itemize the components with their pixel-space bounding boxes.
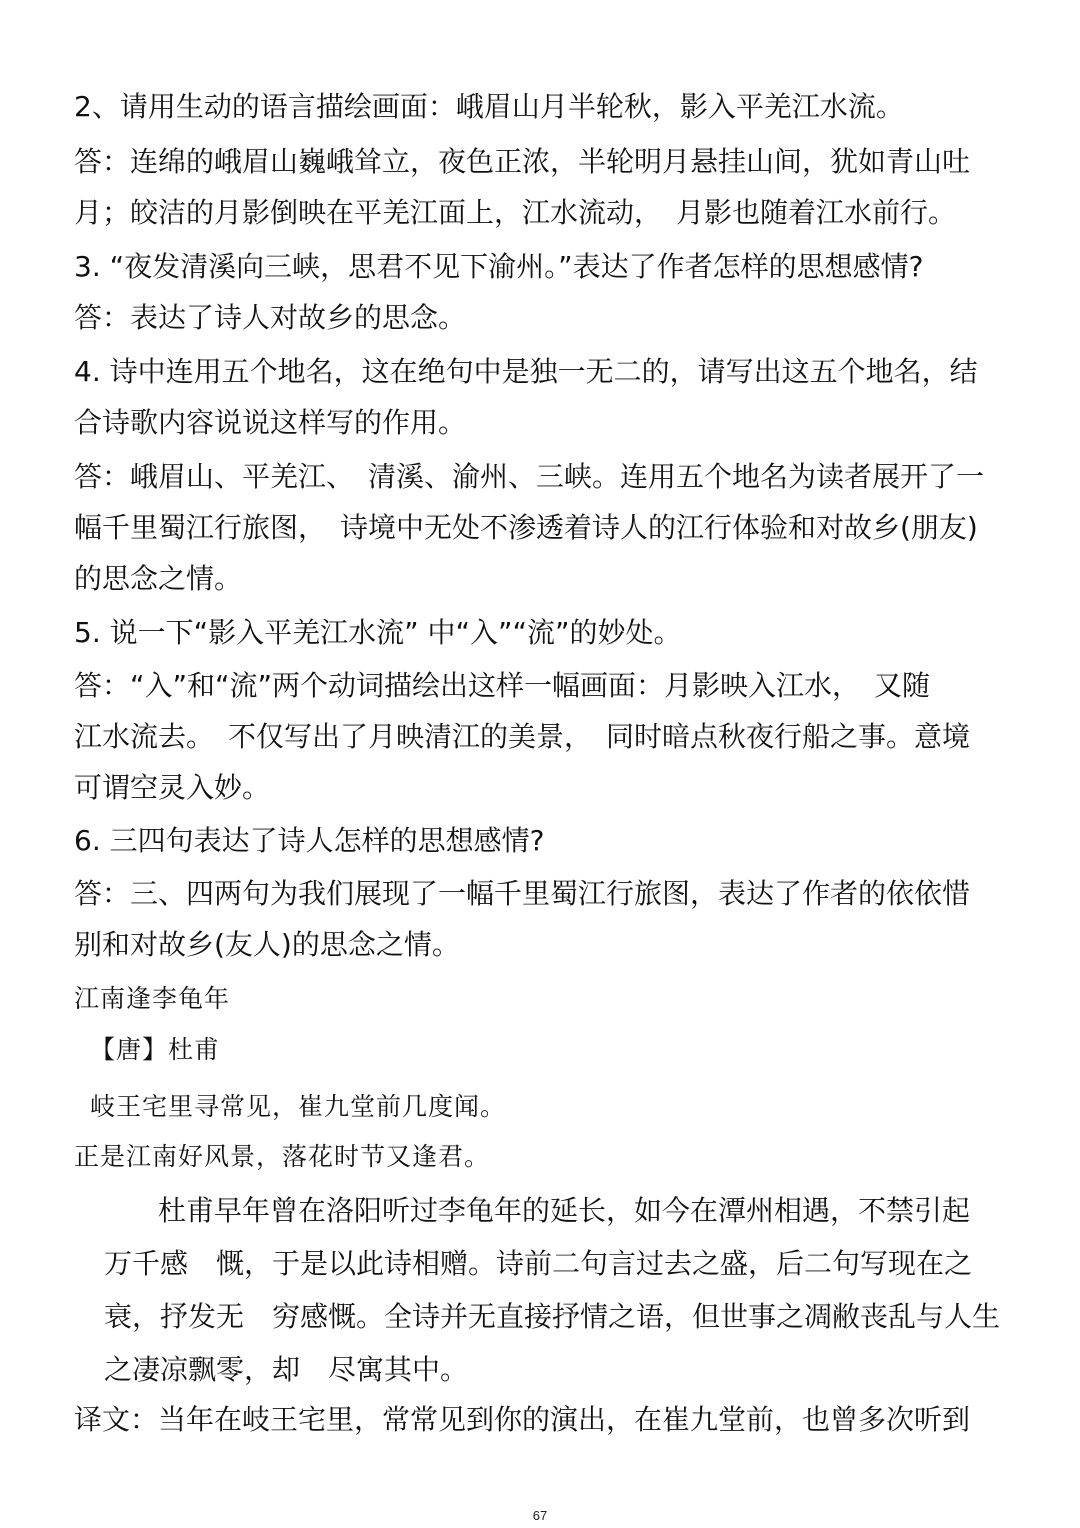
answer-2-line-1: 答：连绵的峨眉山巍峨耸立，夜色正浓，半轮明月悬挂山间，犹如青山吐 bbox=[74, 145, 971, 178]
poem-author: 【唐】杜甫 bbox=[90, 1035, 221, 1064]
commentary-line-3: 衰，抒发无 穷感慨。全诗并无直接抒情之语，但世事之凋敝丧乱与人生 bbox=[104, 1300, 1001, 1333]
question-6-text: 6. 三四句表达了诗人怎样的思想感情? bbox=[74, 824, 545, 857]
answer-3 bbox=[74, 292, 1014, 343]
answer-4-line-3: 的思念之情。 bbox=[74, 562, 243, 595]
answer-2 bbox=[74, 136, 1014, 238]
question-2-text: 2、请用生动的语言描绘画面：峨眉山月半轮秋，影入平羌江水流。 bbox=[74, 90, 904, 123]
poem-title: 江南逢李龟年 bbox=[74, 984, 231, 1013]
answer-6-line-1: 答：三、四两句为我们展现了一幅千里蜀江行旅图，表达了作者的依依惜 bbox=[74, 877, 971, 910]
answer-5-line-3: 可谓空灵入妙。 bbox=[74, 771, 271, 804]
translation bbox=[74, 1394, 1014, 1445]
question-5 bbox=[74, 607, 1014, 658]
answer-6 bbox=[74, 868, 1014, 970]
poem-line-2: 正是江南好风景，落花时节又逢君。 bbox=[74, 1142, 491, 1171]
poem-line-1: 岐王宅里寻常见，崔九堂前几度闻。 bbox=[90, 1092, 507, 1121]
answer-2-line-2: 月；皎洁的月影倒映在平羌江面上，江水流动， 月影也随着江水前行。 bbox=[74, 196, 957, 229]
answer-5 bbox=[74, 660, 1014, 813]
commentary-line-2: 万千感 慨，于是以此诗相赠。诗前二句言过去之盛，后二句写现在之 bbox=[104, 1247, 973, 1280]
poem-commentary bbox=[104, 1184, 1014, 1396]
question-4 bbox=[74, 346, 1014, 448]
commentary-line-1: 杜甫早年曾在洛阳听过李龟年的延长，如今在潭州相遇，不禁引起 bbox=[102, 1194, 971, 1227]
answer-5-line-2: 江水流去。 不仅写出了月映清江的美景， 同时暗点秋夜行船之事。意境 bbox=[74, 720, 971, 753]
answer-4-line-2: 幅千里蜀江行旅图， 诗境中无处不渗透着诗人的江行体验和对故乡(朋友) bbox=[74, 511, 978, 544]
answer-5-line-1: 答：“入”和“流”两个动词描绘出这样一幅画面：月影映入江水， 又随 bbox=[74, 669, 931, 702]
question-3 bbox=[74, 241, 1014, 292]
question-4-line-2: 合诗歌内容说说这样写的作用。 bbox=[74, 406, 467, 439]
question-5-text: 5. 说一下“影入平羌江水流” 中“入”“流”的妙处。 bbox=[74, 616, 682, 649]
answer-4-line-1: 答：峨眉山、平羌江、 清溪、渝州、三峡。连用五个地名为读者展开了一 bbox=[74, 460, 985, 493]
answer-6-line-2: 别和对故乡(友人)的思念之情。 bbox=[74, 928, 460, 961]
commentary-line-4: 之凄凉飘零，却 尽寓其中。 bbox=[104, 1353, 469, 1386]
question-4-line-1: 4. 诗中连用五个地名，这在绝句中是独一无二的，请写出这五个地名，结 bbox=[74, 355, 978, 388]
question-2 bbox=[74, 81, 1014, 132]
answer-3-text: 答：表达了诗人对故乡的思念。 bbox=[74, 301, 467, 334]
question-3-text: 3. “夜发清溪向三峡，思君不见下渝州。”表达了作者怎样的思想感情? bbox=[74, 250, 924, 283]
question-6 bbox=[74, 815, 1014, 866]
page-number: 67 bbox=[532, 1508, 548, 1523]
answer-4 bbox=[74, 451, 1014, 604]
translation-text: 译文：当年在岐王宅里，常常见到你的演出，在崔九堂前，也曾多次听到 bbox=[74, 1403, 971, 1436]
